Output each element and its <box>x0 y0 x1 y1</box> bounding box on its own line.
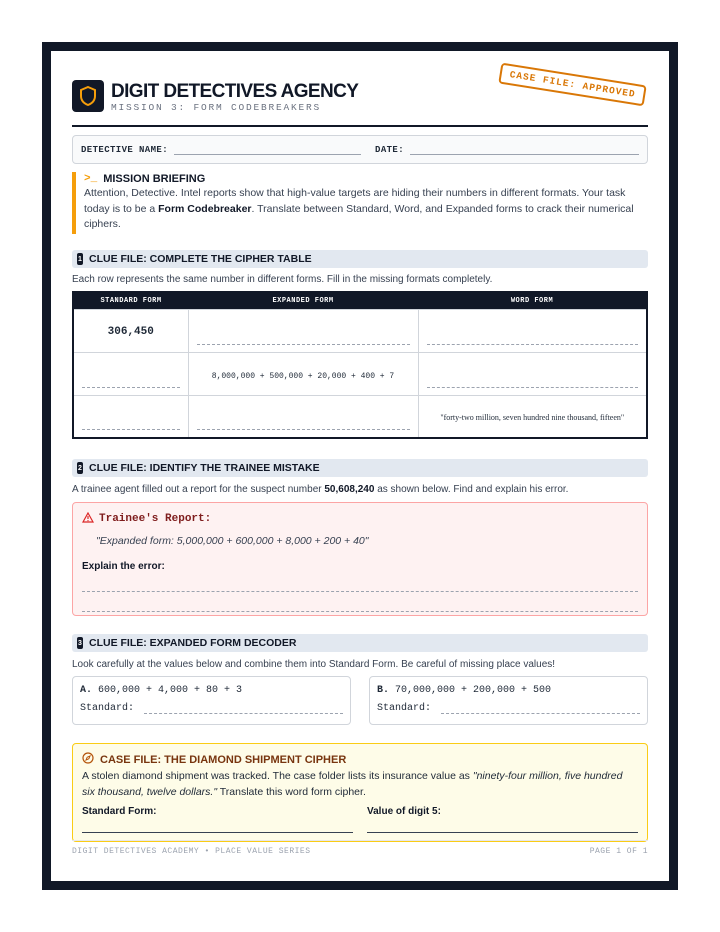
report-title: Trainee's Report: <box>99 513 212 525</box>
worksheet <box>51 51 669 881</box>
section-2-header <box>72 459 648 477</box>
section-title: CLUE FILE: COMPLETE THE CIPHER TABLE <box>89 253 312 265</box>
date-label: DATE: <box>375 144 405 155</box>
table-cell: 8,000,000 + 500,000 + 20,000 + 400 + 7 <box>188 352 418 395</box>
agency-title: DIGIT DETECTIVES AGENCY <box>111 81 359 102</box>
problem-b: B. 70,000,000 + 200,000 + 500 Standard: <box>369 676 648 725</box>
cipher-table <box>72 291 648 439</box>
compass-icon <box>82 752 94 767</box>
warning-icon <box>82 512 94 526</box>
approved-stamp: CASE FILE: APPROVED <box>498 63 647 107</box>
name-field[interactable] <box>174 145 361 155</box>
table-cell: "forty-two million, seven hundred nine thousand, fifteen" <box>418 395 647 438</box>
section-title: CLUE FILE: IDENTIFY THE TRAINEE MISTAKE <box>89 462 320 474</box>
table-cell: 306,450 <box>73 309 188 352</box>
standard-form-field: Standard Form: <box>82 806 353 833</box>
diamond-case <box>72 743 648 842</box>
id-bar <box>72 135 648 164</box>
section-title: CLUE FILE: EXPANDED FORM DECODER <box>89 637 297 649</box>
page-frame <box>42 42 678 890</box>
answer-cell[interactable] <box>418 309 647 352</box>
answer-line[interactable] <box>82 832 353 833</box>
table-row <box>73 352 647 395</box>
answer-cell[interactable] <box>188 395 418 438</box>
name-label: DETECTIVE NAME: <box>81 144 169 155</box>
shield-icon <box>72 80 104 112</box>
section-number: 1 <box>77 253 83 265</box>
decoder-boxes <box>72 676 648 725</box>
answer-cell[interactable] <box>73 395 188 438</box>
section-1-header <box>72 250 648 268</box>
page-number: PAGE 1 OF 1 <box>589 847 648 856</box>
mission-subtitle: MISSION 3: FORM CODEBREAKERS <box>111 102 322 113</box>
answer-line[interactable] <box>82 591 638 592</box>
section-number: 2 <box>77 462 83 474</box>
column-header: EXPANDED FORM <box>188 292 418 309</box>
column-header: STANDARD FORM <box>73 292 188 309</box>
digit-value-field: Value of digit 5: <box>367 806 638 833</box>
column-header: WORD FORM <box>418 292 647 309</box>
section-number: 3 <box>77 637 83 649</box>
mission-briefing <box>72 172 648 234</box>
problem-a: A. 600,000 + 4,000 + 80 + 3 Standard: <box>72 676 351 725</box>
header <box>72 71 648 127</box>
briefing-text: Attention, Detective. Intel reports show that high-value targets are hiding their numbers in different formats. Your task today is to be a Form Codebreaker. Translate between Standard, Word, and Expanded forms to crack their numerical ciphers. <box>84 187 634 230</box>
answer-line[interactable] <box>441 703 640 714</box>
section-3-header <box>72 634 648 652</box>
table-row <box>73 395 647 438</box>
diamond-text: A stolen diamond shipment was tracked. The case folder lists its insurance value as "ninety-four million, five hundred six thousand, twelve dollars." Translate this word form cipher. <box>82 770 623 798</box>
answer-cell[interactable] <box>418 352 647 395</box>
diamond-title: CASE FILE: THE DIAMOND SHIPMENT CIPHER <box>100 753 347 766</box>
section-3-desc: Look carefully at the values below and combine them into Standard Form. Be careful of missing place values! <box>72 659 556 670</box>
footer <box>72 840 648 856</box>
footer-series: DIGIT DETECTIVES ACADEMY • PLACE VALUE SERIES <box>72 847 311 856</box>
date-field[interactable] <box>410 145 639 155</box>
section-1-desc: Each row represents the same number in different forms. Fill in the missing formats completely. <box>72 274 493 285</box>
answer-cell[interactable] <box>73 352 188 395</box>
report-quote: "Expanded form: 5,000,000 + 600,000 + 8,000 + 200 + 40" <box>96 535 369 547</box>
answer-cell[interactable] <box>188 309 418 352</box>
section-2-desc: A trainee agent filled out a report for the suspect number 50,608,240 as shown below. Find and explain his error. <box>72 484 569 495</box>
briefing-title: MISSION BRIEFING <box>103 173 206 185</box>
trainee-report <box>72 502 648 616</box>
explain-label: Explain the error: <box>82 561 165 572</box>
answer-line[interactable] <box>82 611 638 612</box>
answer-line[interactable] <box>367 832 638 833</box>
terminal-icon: >_ <box>84 173 98 185</box>
table-row <box>73 309 647 352</box>
answer-line[interactable] <box>144 703 343 714</box>
